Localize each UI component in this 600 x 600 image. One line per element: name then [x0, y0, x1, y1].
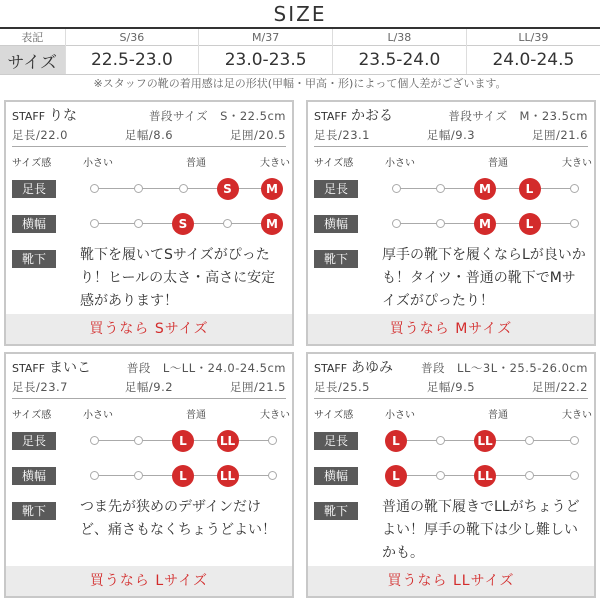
- length-tag: 足長: [12, 180, 56, 198]
- socks-tag: 靴下: [12, 502, 56, 520]
- scale-normal-label: 普通: [186, 410, 206, 421]
- measurement-divider: [314, 146, 588, 147]
- staff-comment: 厚手の靴下を履くならLが良いかも！タイツ・普通の靴下でMサイズがぴったり！: [382, 247, 586, 309]
- scale-dot: [90, 219, 99, 228]
- size-value-cell: 24.0-24.5: [466, 46, 600, 75]
- size-chart-table: [0, 29, 600, 75]
- length-scale: [85, 177, 281, 201]
- fit-marker: M: [261, 178, 283, 200]
- scale-small-label: 小さい: [83, 410, 113, 421]
- scale-title: サイズ感: [314, 158, 354, 169]
- recommended-size: 買うなら Sサイズ: [6, 314, 292, 344]
- staff-name: かおる: [351, 108, 394, 124]
- staff-header: [314, 357, 588, 377]
- scale-title: サイズ感: [314, 410, 354, 421]
- staff-card: [4, 352, 294, 598]
- usual-size: 普段 L～LL・24.0-24.5cm: [126, 361, 286, 375]
- fit-marker: LL: [217, 430, 239, 452]
- scale-dot: [570, 219, 579, 228]
- scale-dot: [525, 471, 534, 480]
- scale-dot: [436, 184, 445, 193]
- fit-marker: LL: [217, 465, 239, 487]
- scale-dot: [134, 436, 143, 445]
- foot-length: 足長/23.1: [314, 128, 370, 142]
- size-label-cell: M/37: [199, 29, 333, 46]
- staff-name: りな: [49, 108, 78, 124]
- size-label-cell: L/38: [333, 29, 467, 46]
- staff-card: [306, 352, 596, 598]
- staff-label: STAFF: [12, 110, 46, 123]
- width-scale: [387, 464, 583, 488]
- size-label-cell: LL/39: [466, 29, 600, 46]
- width-scale: [85, 212, 281, 236]
- fit-marker: LL: [474, 430, 496, 452]
- fit-marker: M: [474, 213, 496, 235]
- staff-header: [12, 357, 286, 377]
- scale-dot: [134, 219, 143, 228]
- socks-tag: 靴下: [314, 502, 358, 520]
- scale-big-label: 大きい: [260, 158, 290, 169]
- scale-dot: [134, 471, 143, 480]
- table-row-label: サイズ: [0, 46, 65, 75]
- measurement-divider: [12, 146, 286, 147]
- staff-header: [12, 105, 286, 125]
- foot-measurements: [314, 127, 588, 145]
- foot-width: 足幅/9.5: [426, 380, 476, 394]
- fit-marker: S: [217, 178, 239, 200]
- fit-marker: S: [172, 213, 194, 235]
- scale-big-label: 大きい: [562, 158, 592, 169]
- fit-marker: L: [172, 465, 194, 487]
- foot-length: 足長/22.0: [12, 128, 68, 142]
- scale-header: [6, 154, 292, 170]
- scale-big-label: 大きい: [562, 410, 592, 421]
- scale-dot: [179, 184, 188, 193]
- scale-title: サイズ感: [12, 410, 52, 421]
- scale-dot: [392, 184, 401, 193]
- foot-length: 足長/25.5: [314, 380, 370, 394]
- fit-disclaimer: ※スタッフの靴の着用感は足の形状(甲幅・甲高・形)によって個人差がございます。: [93, 77, 507, 90]
- scale-big-label: 大きい: [260, 410, 290, 421]
- fit-marker: L: [519, 213, 541, 235]
- fit-marker: L: [385, 430, 407, 452]
- recommended-size: 買うなら Lサイズ: [6, 566, 292, 596]
- width-tag: 横幅: [314, 215, 358, 233]
- foot-width: 足幅/8.6: [124, 128, 174, 142]
- usual-size: 普段 LL～3L・25.5-26.0cm: [421, 361, 588, 375]
- size-value-cell: 23.0-23.5: [199, 46, 333, 75]
- fit-marker: LL: [474, 465, 496, 487]
- size-value-row: [0, 46, 600, 75]
- staff-comment: 靴下を履いてSサイズがぴったり！ヒールの太さ・高さに安定感があります！: [80, 247, 276, 309]
- staff-label: STAFF: [314, 362, 348, 375]
- scale-dot: [570, 184, 579, 193]
- measurement-divider: [12, 398, 286, 399]
- scale-dot: [525, 436, 534, 445]
- fit-marker: L: [519, 178, 541, 200]
- staff-label: STAFF: [12, 362, 46, 375]
- scale-small-label: 小さい: [385, 158, 415, 169]
- foot-girth: 足囲/20.5: [230, 128, 286, 142]
- staff-card: [4, 100, 294, 346]
- width-scale: [85, 464, 281, 488]
- fit-marker: L: [385, 465, 407, 487]
- fit-marker: M: [261, 213, 283, 235]
- scale-dot: [436, 436, 445, 445]
- foot-measurements: [12, 379, 286, 397]
- size-label-cell: S/36: [65, 29, 199, 46]
- usual-size: 普段サイズ S・22.5cm: [148, 109, 286, 123]
- measurement-divider: [314, 398, 588, 399]
- scale-normal-label: 普通: [488, 158, 508, 169]
- size-value-cell: 23.5-24.0: [333, 46, 467, 75]
- scale-small-label: 小さい: [83, 158, 113, 169]
- scale-dot: [436, 219, 445, 228]
- foot-width: 足幅/9.2: [124, 380, 174, 394]
- usual-size: 普段サイズ M・23.5cm: [448, 109, 588, 123]
- staff-header: [314, 105, 588, 125]
- size-value-cell: 22.5-23.0: [65, 46, 199, 75]
- recommended-size: 買うなら Mサイズ: [308, 314, 594, 344]
- length-scale: [387, 429, 583, 453]
- scale-dot: [436, 471, 445, 480]
- scale-dot: [392, 219, 401, 228]
- staff-name: まいこ: [49, 360, 92, 376]
- staff-label: STAFF: [314, 110, 348, 123]
- foot-measurements: [314, 379, 588, 397]
- foot-measurements: [12, 127, 286, 145]
- staff-name: あゆみ: [351, 360, 394, 376]
- scale-header: [308, 406, 594, 422]
- scale-header: [6, 406, 292, 422]
- socks-tag: 靴下: [12, 250, 56, 268]
- scale-header: [308, 154, 594, 170]
- length-scale: [85, 429, 281, 453]
- foot-girth: 足囲/22.2: [532, 380, 588, 394]
- scale-dot: [90, 436, 99, 445]
- page-title: SIZE: [273, 2, 327, 26]
- fit-marker: L: [172, 430, 194, 452]
- length-scale: [387, 177, 583, 201]
- scale-dot: [134, 184, 143, 193]
- scale-normal-label: 普通: [186, 158, 206, 169]
- width-tag: 横幅: [12, 215, 56, 233]
- staff-comment: 普通の靴下履きでLLがちょうどよい！厚手の靴下は少し難しいかも。: [382, 499, 580, 561]
- width-tag: 横幅: [12, 467, 56, 485]
- scale-dot: [223, 219, 232, 228]
- length-tag: 足長: [12, 432, 56, 450]
- recommended-size: 買うなら LLサイズ: [308, 566, 594, 596]
- fit-marker: M: [474, 178, 496, 200]
- length-tag: 足長: [314, 432, 358, 450]
- staff-card: [306, 100, 596, 346]
- foot-length: 足長/23.7: [12, 380, 68, 394]
- length-tag: 足長: [314, 180, 358, 198]
- scale-dot: [570, 471, 579, 480]
- size-label-row: [0, 29, 600, 46]
- foot-girth: 足囲/21.5: [230, 380, 286, 394]
- scale-dot: [268, 436, 277, 445]
- scale-dot: [570, 436, 579, 445]
- staff-comment: つま先が狭めのデザインだけど、痛さもなくちょうどよい！: [80, 499, 276, 538]
- scale-normal-label: 普通: [488, 410, 508, 421]
- foot-width: 足幅/9.3: [426, 128, 476, 142]
- socks-tag: 靴下: [314, 250, 358, 268]
- foot-girth: 足囲/21.6: [532, 128, 588, 142]
- width-scale: [387, 212, 583, 236]
- width-tag: 横幅: [314, 467, 358, 485]
- scale-dot: [90, 471, 99, 480]
- scale-dot: [268, 471, 277, 480]
- scale-title: サイズ感: [12, 158, 52, 169]
- table-label-header: 表記: [21, 31, 44, 44]
- scale-small-label: 小さい: [385, 410, 415, 421]
- scale-dot: [90, 184, 99, 193]
